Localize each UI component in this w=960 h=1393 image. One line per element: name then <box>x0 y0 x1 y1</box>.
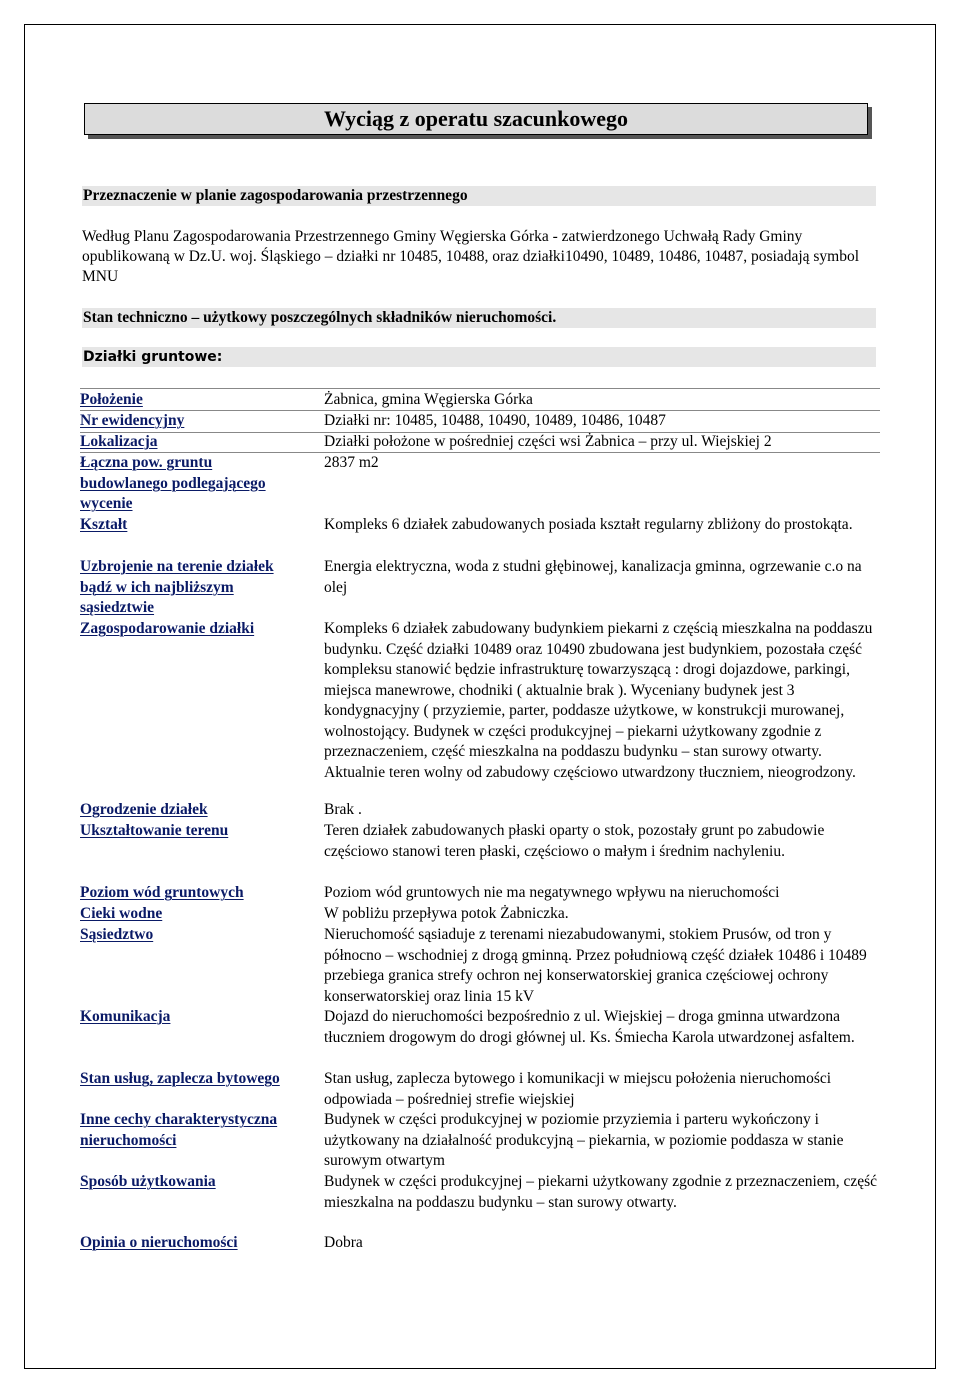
row-value: 2837 m2 <box>324 454 379 471</box>
row-label: Sąsiedztwo <box>80 926 154 943</box>
row-value: Teren działek zabudowanych płaski oparty o stok, pozostały grunt po zabudowie częściowo stanowi teren płaski, częściowo o małym i średnim nachyleniu. <box>324 822 825 860</box>
state-section-heading: Stan techniczno – użytkowy poszczególnych składników nieruchomości. <box>82 308 876 328</box>
row-label: Lokalizacja <box>80 433 158 450</box>
row-value: Energia elektryczna, woda z studni głębinowej, kanalizacja gminna, ogrzewanie c.o na olej <box>324 558 862 596</box>
row-value: Budynek w części produkcyjnej – piekarni użytkowany zgodnie z przeznaczeniem, część mieszkalna na poddaszu budynku – stan surowy otwarty. <box>324 1173 878 1211</box>
row-value: Kompleks 6 działek zabudowany budynkiem piekarni z częścią mieszkalna na poddaszu budynku. Część działki 10489 oraz 10490 zbudowana jest budynkiem, pozostała część kompleksu stanowić będzie infrastrukturę towarzyszącą : drogi dojazdowe, parkingi, miejsca manewrowe, chodniki ( aktualnie brak ). Wyceniany budynek jest 3 kondygnacyjny ( przyziemie, parter, poddasze użytkowe, w konstrukcji murowanej, wolnostojący. Budynek w części produkcyjnej – piekarni użytkowany zgodnie z przeznaczeniem, część mieszkalna na poddaszu budynku – stan surowy otwarty. Aktualnie teren wolny od zabudowy częściowo utwardzony tłuczniem, nieogrodzony. <box>324 620 873 781</box>
row-value: Poziom wód gruntowych nie ma negatywnego wpływu na nieruchomości <box>324 884 780 901</box>
row-value: Dobra <box>324 1234 363 1251</box>
row-label: Łączna pow. gruntu budowlanego podlegającego wycenie <box>80 454 266 512</box>
row-label: Ukształtowanie terenu <box>80 822 229 839</box>
plan-paragraph: Według Planu Zagospodarowania Przestrzennego Gminy Węgierska Górka - zatwierdzonego Uchwałą Rady Gminy opublikowaną w Dz.U. woj. Śląskiego – działki nr 10485, 10488, oraz działki10490, 10489, 10486, 10487, posiadają symbol MNU <box>82 228 860 285</box>
document-title: Wyciąg z operatu szacunkowego <box>84 103 868 135</box>
title-block <box>84 103 872 139</box>
row-value: Nieruchomość sąsiaduje z terenami niezabudowanymi, stokiem Prusów, od tron y północno – wschodniej z drogą gminną. Przez południową część działek 10486 i 10489 przebiega granica strefy ochron nej konserwatorskiej granica częściowej ochrony konserwatorskiej oraz linia 15 kV <box>324 926 867 1005</box>
plots-subheading: Działki gruntowe: <box>82 347 876 367</box>
row-value: Działki nr: 10485, 10488, 10490, 10489, 10486, 10487 <box>324 412 666 429</box>
row-value: Działki położone w pośredniej części wsi Żabnica – przy ul. Wiejskiej 2 <box>324 433 772 450</box>
row-value: Kompleks 6 działek zabudowanych posiada kształt regularny zbliżony do prostokąta. <box>324 516 853 533</box>
row-value: Brak . <box>324 801 362 818</box>
row-label: Nr ewidencyjny <box>80 412 185 429</box>
row-label: Opinia o nieruchomości <box>80 1234 238 1251</box>
table-top-rule <box>80 388 880 389</box>
row-label: Cieki wodne <box>80 905 163 922</box>
row-label: Kształt <box>80 516 128 533</box>
row-label: Zagospodarowanie działki <box>80 620 255 637</box>
row-label: Ogrodzenie działek <box>80 801 208 818</box>
row-label: Sposób użytkowania <box>80 1173 216 1190</box>
row-value: Stan usług, zaplecza bytowego i komunikacji w miejscu położenia nieruchomości odpowiada – pośredniej strefie wiejskiej <box>324 1070 832 1108</box>
row-label: Inne cechy charakterystyczna nieruchomości <box>80 1111 278 1149</box>
row-label: Stan usług, zaplecza bytowego <box>80 1070 280 1087</box>
row-value: Budynek w części produkcyjnej w poziomie przyziemia i parteru wykończony i użytkowany na działalność produkcyjną – piekarnia, w poziomie poddasza w stanie surowym otwartym <box>324 1111 844 1169</box>
row-label: Uzbrojenie na terenie działek bądź w ich najbliższym sąsiedztwie <box>80 558 274 616</box>
row-value: W pobliżu przepływa potok Żabniczka. <box>324 905 569 922</box>
row-label: Komunikacja <box>80 1008 171 1025</box>
row-label: Poziom wód gruntowych <box>80 884 244 901</box>
row-value: Żabnica, gmina Węgierska Górka <box>324 391 533 408</box>
plan-section-heading: Przeznaczenie w planie zagospodarowania przestrzennego <box>82 186 876 206</box>
row-label: Położenie <box>80 391 143 408</box>
row-value: Dojazd do nieruchomości bezpośrednio z ul. Wiejskiej – droga gminna utwardzona tłuczniem drogowym do drogi głównej ul. Ks. Śmiecha Karola utwardzonej asfaltem. <box>324 1008 855 1046</box>
